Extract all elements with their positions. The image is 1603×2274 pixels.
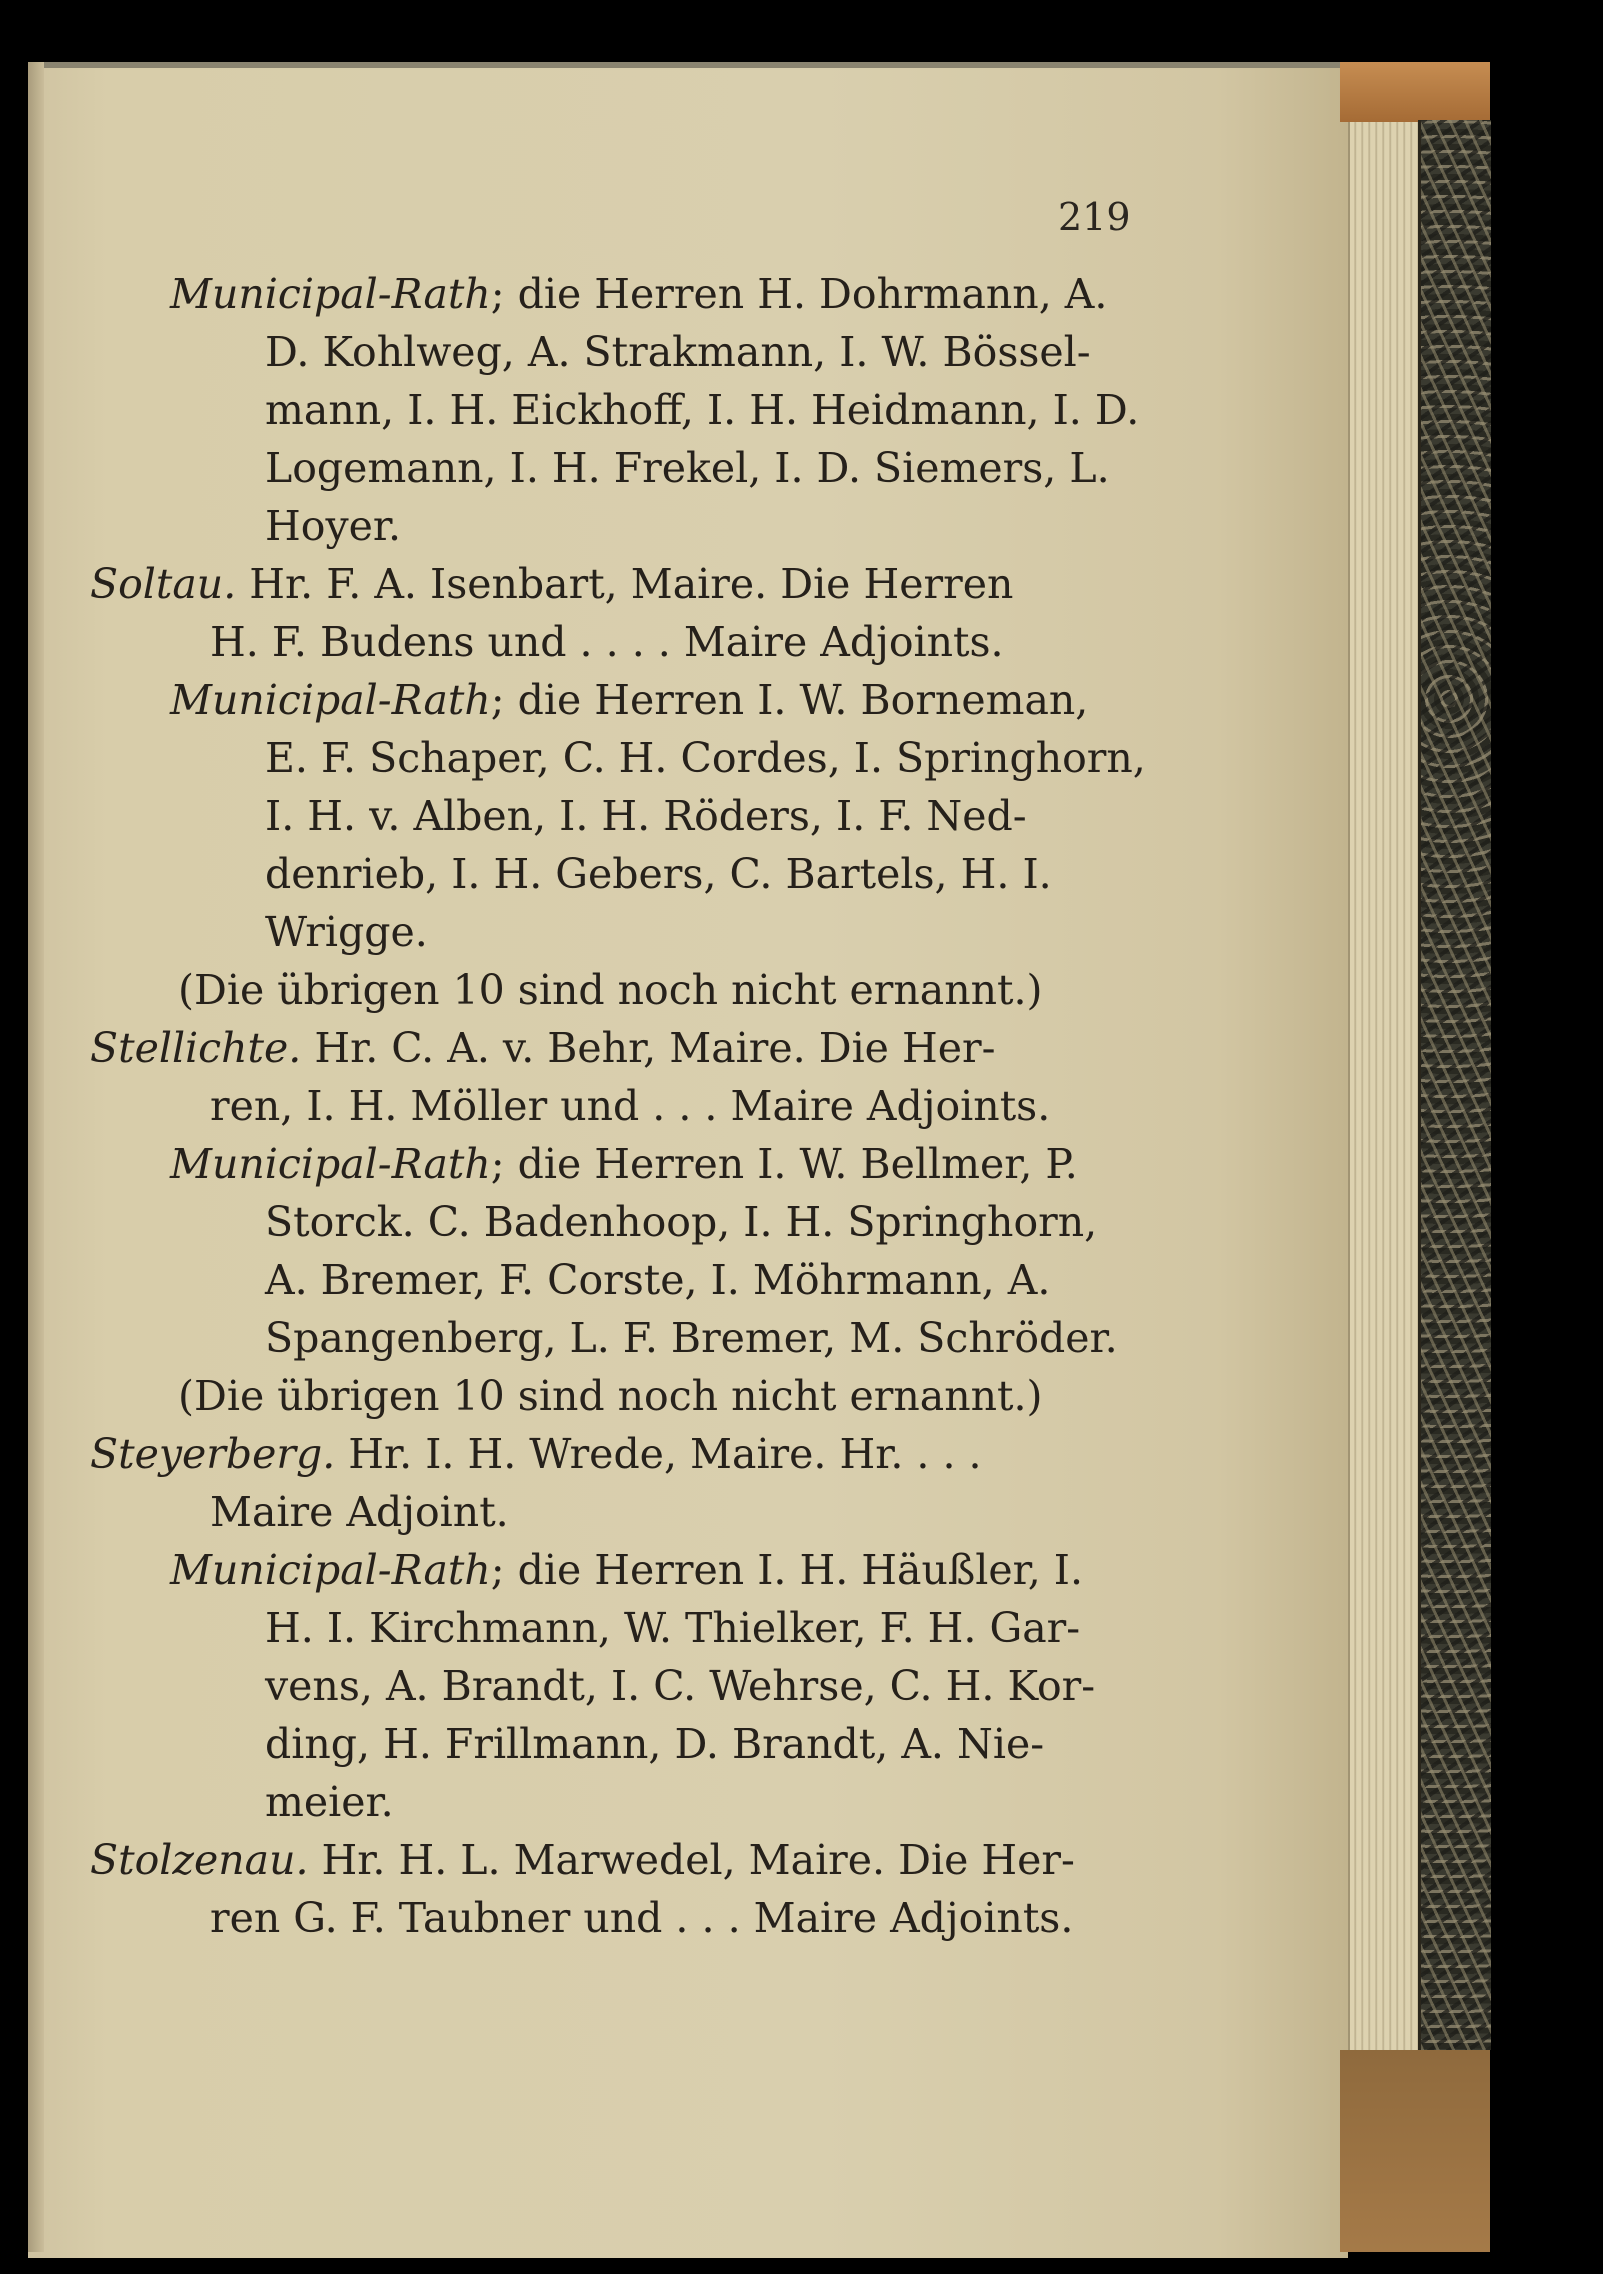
text-line: Steyerberg. Hr. I. H. Wrede, Maire. Hr. . . . — [90, 1430, 982, 1478]
text-line: ren, I. H. Möller und . . . Maire Adjoints. — [210, 1082, 1051, 1130]
cover-edge-top — [1340, 62, 1490, 122]
text-line: ding, H. Frillmann, D. Brandt, A. Nie- — [265, 1720, 1045, 1768]
text-line: vens, A. Brandt, I. C. Wehrse, C. H. Kor- — [265, 1662, 1096, 1710]
text-line: Municipal-Rath; die Herren I. H. Häußler, I. — [170, 1546, 1084, 1594]
text-line: I. H. v. Alben, I. H. Röders, I. F. Ned- — [265, 792, 1027, 840]
page-number: 219 — [1058, 195, 1131, 239]
text-line: Municipal-Rath; die Herren H. Dohrmann, A. — [170, 270, 1108, 318]
text-line: Municipal-Rath; die Herren I. W. Bellmer, P. — [170, 1140, 1078, 1188]
text-line: Soltau. Hr. F. A. Isenbart, Maire. Die Herren — [90, 560, 1014, 608]
text-line: Logemann, I. H. Frekel, I. D. Siemers, L. — [265, 444, 1110, 492]
text-line: E. F. Schaper, C. H. Cordes, I. Springhorn, — [265, 734, 1146, 782]
text-line: Municipal-Rath; die Herren I. W. Borneman, — [170, 676, 1089, 724]
text-line: ren G. F. Taubner und . . . Maire Adjoints. — [210, 1894, 1074, 1942]
text-line: H. F. Budens und . . . . Maire Adjoints. — [210, 618, 1004, 666]
text-line: (Die übrigen 10 sind noch nicht ernannt.) — [178, 966, 1043, 1014]
text-line: Maire Adjoint. — [210, 1488, 509, 1536]
text-line: meier. — [265, 1778, 394, 1826]
marbled-edge — [1418, 120, 1491, 2050]
text-line: (Die übrigen 10 sind noch nicht ernannt.) — [178, 1372, 1043, 1420]
text-line: Spangenberg, L. F. Bremer, M. Schröder. — [265, 1314, 1118, 1362]
text-line: Wrigge. — [265, 908, 428, 956]
text-line: Stolzenau. Hr. H. L. Marwedel, Maire. Die Her- — [90, 1836, 1075, 1884]
text-line: denrieb, I. H. Gebers, C. Bartels, H. I. — [265, 850, 1052, 898]
text-line: A. Bremer, F. Corste, I. Möhrmann, A. — [265, 1256, 1051, 1304]
page-fore-edge — [1348, 68, 1420, 2252]
text-line: H. I. Kirchmann, W. Thielker, F. H. Gar- — [265, 1604, 1081, 1652]
text-line: Hoyer. — [265, 502, 401, 550]
text-line: mann, I. H. Eickhoff, I. H. Heidmann, I. D. — [265, 386, 1140, 434]
cover-edge-bottom — [1340, 2050, 1490, 2252]
page-gutter — [28, 62, 44, 2252]
text-block — [80, 265, 1146, 1947]
text-line: D. Kohlweg, A. Strakmann, I. W. Bössel- — [265, 328, 1091, 376]
text-line: Stellichte. Hr. C. A. v. Behr, Maire. Die Her- — [90, 1024, 996, 1072]
text-line: Storck. C. Badenhoop, I. H. Springhorn, — [265, 1198, 1098, 1246]
